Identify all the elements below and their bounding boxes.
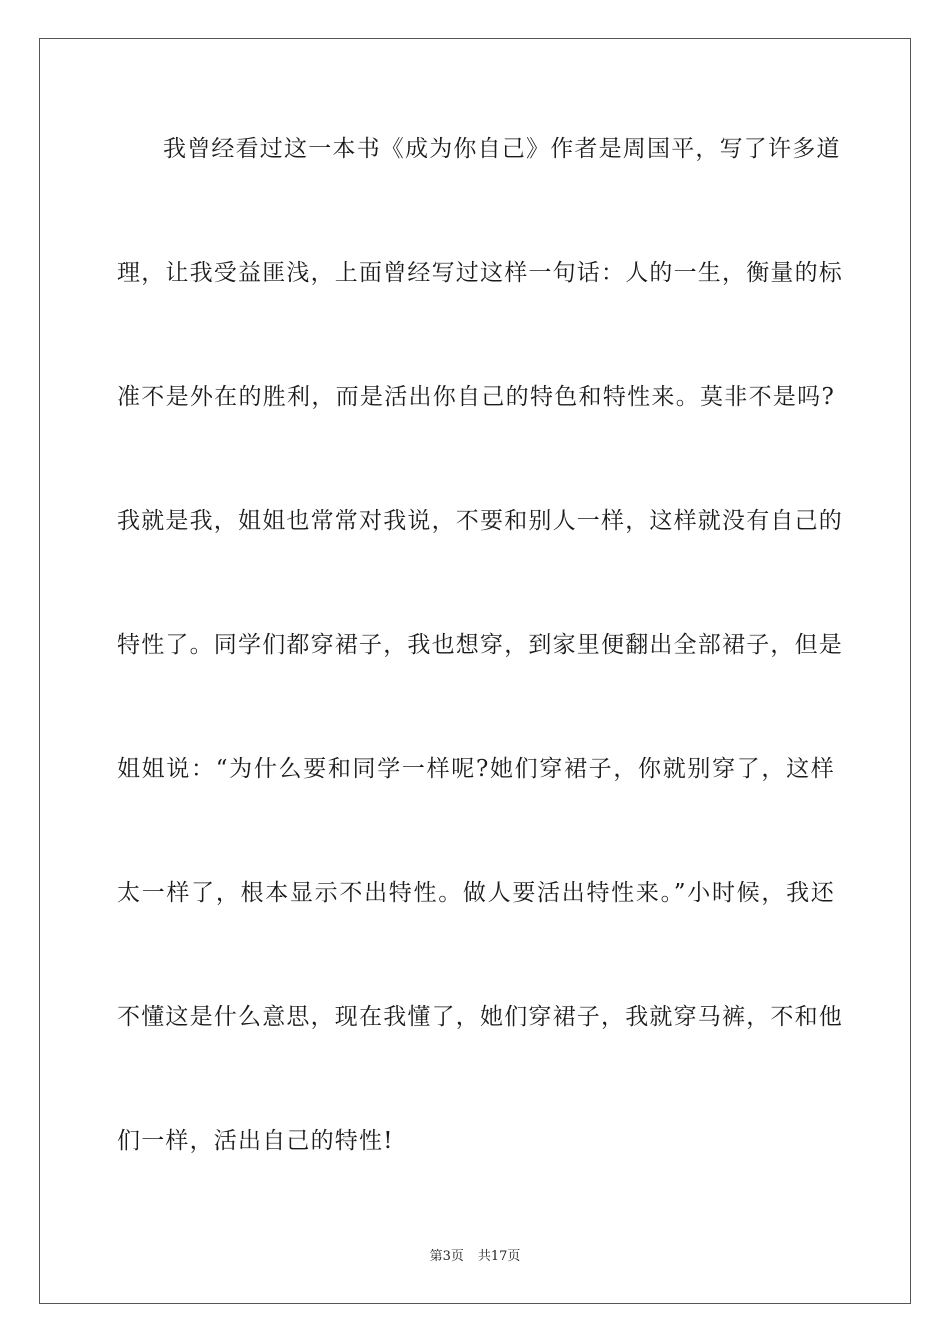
- document-body: [117, 125, 843, 1241]
- page-total: 共17页: [477, 1249, 521, 1264]
- paragraph-line: 太一样了，根本显示不出特性。做人要活出特性来。”小时候，我还: [117, 880, 835, 906]
- paragraph-line: 理，让我受益匪浅，上面曾经写过这样一句话：人的一生，衡量的标: [117, 260, 843, 286]
- page-number: 第3页: [429, 1249, 464, 1264]
- paragraph-line: 不懂这是什么意思，现在我懂了，她们穿裙子，我就穿马裤，不和他: [117, 1004, 843, 1030]
- paragraph-line: 我曾经看过这一本书《成为你自己》作者是周国平，写了许多道: [163, 136, 841, 162]
- page-footer: [0, 1245, 950, 1264]
- paragraph-line: 特性了。同学们都穿裙子，我也想穿，到家里便翻出全部裙子，但是: [117, 632, 843, 658]
- paragraph-line: 准不是外在的胜利，而是活出你自己的特色和特性来。莫非不是吗?: [117, 384, 835, 410]
- paragraph-line: 们一样，活出自己的特性!: [117, 1128, 394, 1154]
- paragraph-line: 我就是我，姐姐也常常对我说，不要和别人一样，这样就没有自己的: [117, 508, 843, 534]
- paragraph-line: 姐姐说：“为什么要和同学一样呢?她们穿裙子，你就别穿了，这样: [117, 756, 835, 782]
